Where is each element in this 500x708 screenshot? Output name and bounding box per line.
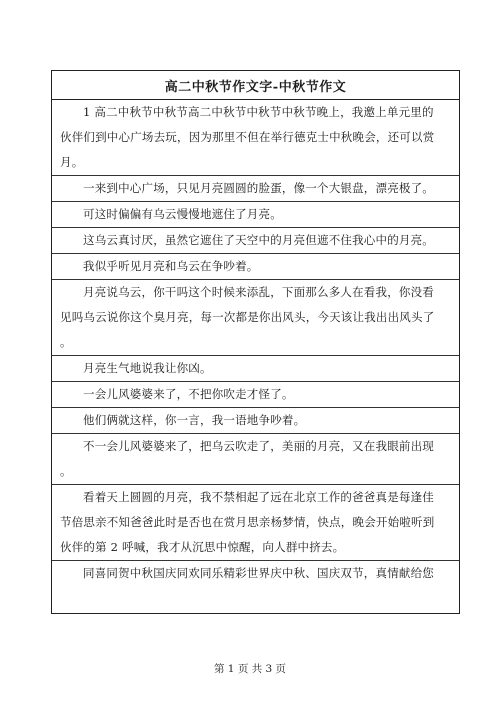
paragraph-row: [52, 382, 459, 408]
paragraph-line: 伙伴们到中心广场去玩，因为那里不但在举行德克士中秋晚会，还可以赏: [60, 130, 435, 144]
paragraph-row: [52, 561, 459, 586]
page-number: 第 1 页 共 3 页: [213, 663, 287, 675]
paragraph-line: 这乌云真讨厌，虽然它遮住了天空中的月亮但遮不住我心中的月亮。: [83, 233, 434, 247]
paragraph-row: [52, 100, 459, 176]
paragraph-line: 1 高二中秋节中秋节高二中秋节中秋节中秋节晚上，我邀上单元里的: [83, 105, 434, 119]
paragraph-line: 我似乎听见月亮和乌云在争吵着。: [83, 259, 259, 273]
paragraph-line: 月亮说乌云，你干吗这个时候来添乱，下面那么多人在看我，你没看: [83, 285, 434, 299]
paragraph-row: [52, 176, 459, 202]
paragraph-line: 看着天上圆圆的月亮，我不禁相起了远在北京工作的爸爸真是每逢佳: [83, 490, 434, 504]
paragraph-line: 一来到中心广场，只见月亮圆圆的脸蛋，像一个大银盘，漂亮极了。: [83, 181, 434, 195]
paragraph-line: 一会儿风婆婆来了，不把你吹走才怪了。: [83, 387, 294, 401]
paragraph-row: [52, 254, 459, 280]
document-title: 高二中秋节作文字-中秋节作文: [52, 71, 459, 100]
paragraph-line: 。: [60, 464, 72, 478]
paragraph-line: 月。: [60, 155, 84, 169]
paragraph-line: 可这时偏偏有乌云慢慢地遮住了月亮。: [83, 207, 282, 221]
paragraph-row: [52, 202, 459, 228]
document-table: [51, 70, 460, 614]
paragraph-row: [52, 280, 459, 356]
paragraph-line: 不一会儿风婆婆来了，把乌云吹走了，美丽的月亮，又在我眼前出现: [83, 439, 434, 453]
paragraph-line: 伙伴的第 2 呼喊，我才从沉思中惊醒，向人群中挤去。: [60, 540, 345, 554]
paragraph-row: [52, 228, 459, 254]
paragraph-line: 月亮生气地说我让你凶。: [83, 361, 212, 375]
document-body: [52, 100, 459, 586]
paragraph-line: 。: [60, 335, 72, 349]
paragraph-line: 见吗乌云说你这个臭月亮，每一次都是你出风头，今天该让我出出风头了: [60, 310, 435, 324]
paragraph-line: 同喜同贺中秋国庆同欢同乐精彩世界庆中秋、国庆双节，真情献给您: [83, 566, 434, 580]
paragraph-row: [52, 434, 459, 485]
paragraph-row: [52, 485, 459, 561]
paragraph-row: [52, 356, 459, 382]
paragraph-row: [52, 408, 459, 434]
paragraph-line: 他们俩就这样，你一言，我一语地争吵着。: [83, 413, 306, 427]
paragraph-line: 节倍思亲不知爸爸此时是否也在赏月思亲杨梦情，快点，晚会开始啦听到: [60, 515, 435, 529]
